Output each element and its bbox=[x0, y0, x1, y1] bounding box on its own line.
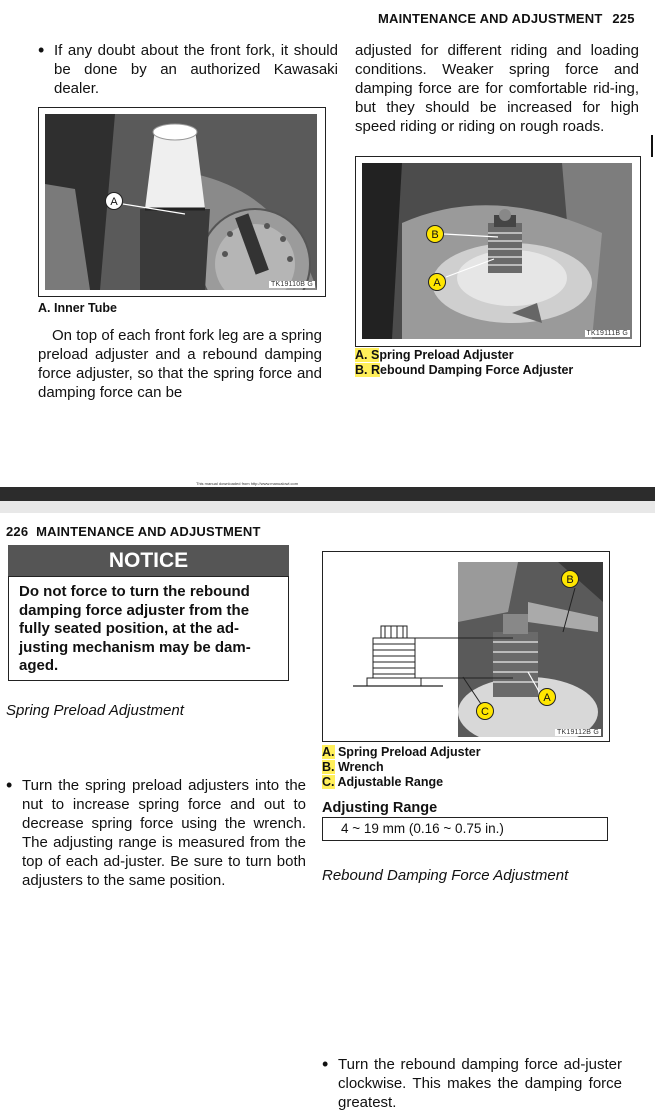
inner-tube-photo bbox=[45, 114, 317, 290]
rebound-damping-bullet: • Turn the rebound damping force ad-juster clockwise. This makes the damping force greatest. bbox=[322, 1055, 622, 1112]
spring-preload-bullet: • Turn the spring preload adjusters into the nut to increase spring force and out to decrease spring force using the wrench. The adjusting range is measured from the top of each ad-juster. Be sure to turn both adjusters to the same position. bbox=[6, 776, 306, 890]
caption-inner-tube: A. Inner Tube bbox=[38, 301, 117, 315]
callout-b: B bbox=[561, 570, 579, 588]
caption-spring-preload-226: A. Spring Preload Adjuster bbox=[322, 745, 481, 759]
figure-code: TK19110B G bbox=[271, 281, 313, 288]
caption-spring-preload: A. Spring Preload Adjuster bbox=[355, 348, 514, 362]
callout-a-leader bbox=[45, 114, 317, 290]
spring-preload-heading: Spring Preload Adjustment bbox=[6, 702, 184, 719]
callout-a: A bbox=[428, 273, 446, 291]
rebound-damping-heading: Rebound Damping Force Adjustment bbox=[322, 867, 569, 884]
page-number: 225 bbox=[612, 11, 635, 26]
left-paragraph: On top of each front fork leg are a spring preload adjuster and a rebound damping force adjuster, so that the spring force and damping force can be bbox=[38, 327, 322, 401]
header-title: MAINTENANCE AND ADJUSTMENT bbox=[378, 11, 603, 26]
caption-adjustable-range: C. Adjustable Range bbox=[322, 775, 444, 789]
adjusting-range-title: Adjusting Range bbox=[322, 800, 438, 816]
page-edge-mark bbox=[651, 135, 653, 157]
caption-wrench: B. Wrench bbox=[322, 760, 384, 774]
notice-text: Do not force to turn the rebound damping force adjuster from the fully seated position, at the ad-justing mechanism may be dam-aged. bbox=[8, 576, 289, 681]
page-header bbox=[378, 11, 635, 26]
preload-range-figure bbox=[322, 551, 610, 742]
page-header-226 bbox=[6, 524, 261, 539]
adjusters-photo bbox=[362, 163, 632, 339]
caption-rebound-damping: B. Rebound Damping Force Adjuster bbox=[355, 363, 574, 377]
callout-leaders bbox=[362, 163, 632, 339]
right-paragraph: adjusted for different riding and loading conditions. Weaker spring force and damping force are for comfortable rid-ing, but they should be increased for high speed riding or riding on rough roads. bbox=[355, 42, 639, 135]
header-title-226: MAINTENANCE AND ADJUSTMENT bbox=[36, 524, 261, 539]
callout-a: A bbox=[538, 688, 556, 706]
page-gap bbox=[0, 501, 655, 513]
callout-a: A bbox=[105, 192, 123, 210]
adjusters-figure bbox=[355, 156, 641, 347]
fork-dealer-bullet: • If any doubt about the front fork, it should be done by an authorized Kawasaki dealer. bbox=[38, 41, 338, 98]
inner-tube-figure bbox=[38, 107, 326, 297]
callout-c: C bbox=[476, 702, 494, 720]
page-divider bbox=[0, 487, 655, 501]
figure-code: TK19112B G bbox=[557, 729, 599, 736]
adjusting-range-value: 4 ~ 19 mm (0.16 ~ 0.75 in.) bbox=[322, 817, 608, 841]
notice-title: NOTICE bbox=[8, 545, 289, 576]
download-source-note: This manual downloaded from http://www.manualowl.com bbox=[196, 481, 299, 486]
page-number-226: 226 bbox=[6, 524, 29, 539]
callout-b: B bbox=[426, 225, 444, 243]
figure-code: TK19111B G bbox=[586, 330, 628, 337]
